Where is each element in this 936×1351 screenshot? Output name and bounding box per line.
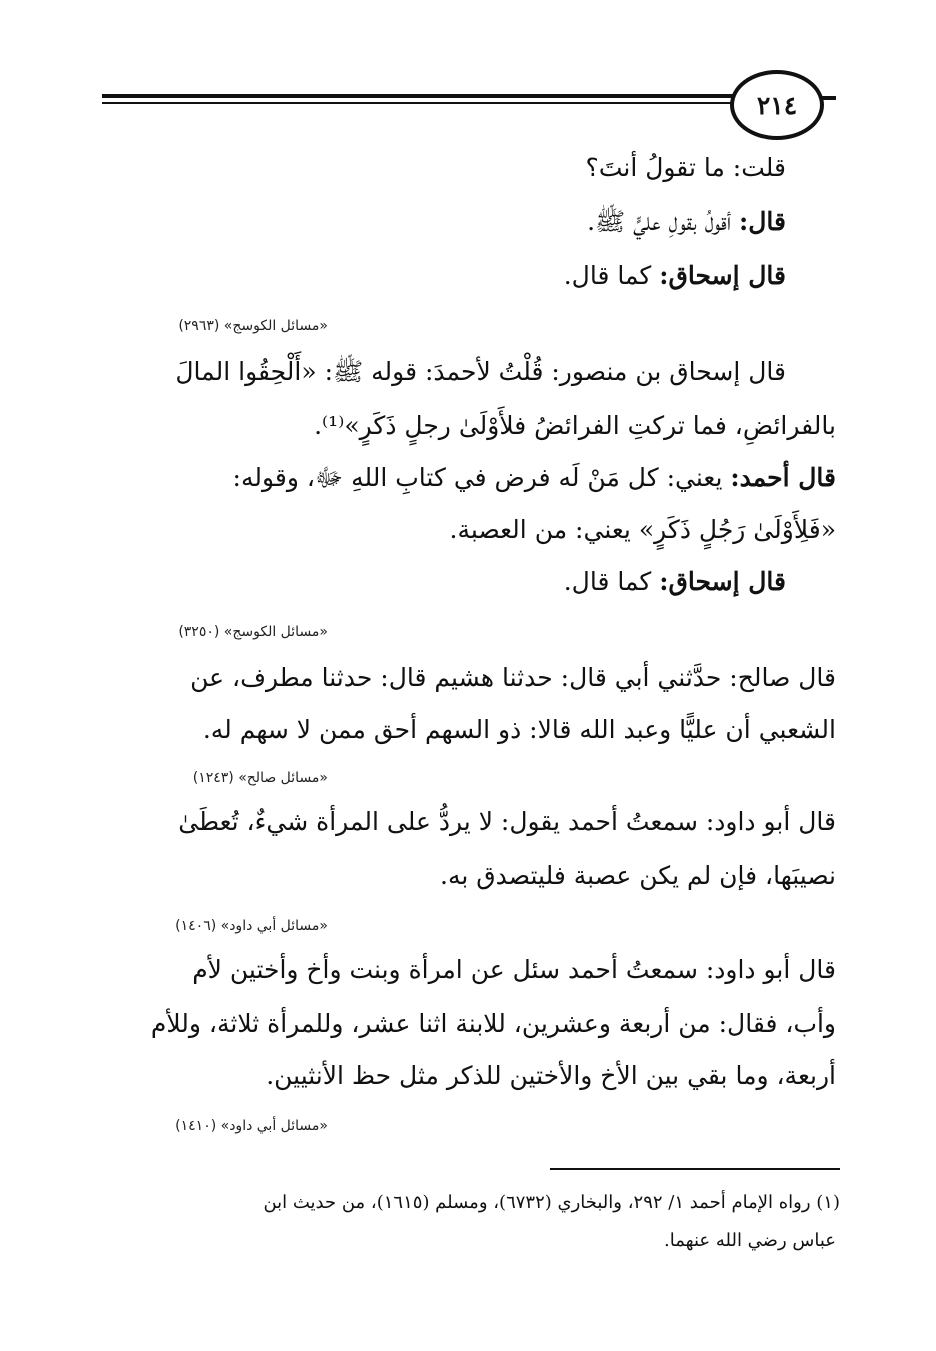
text-line: قال إسحاق بن منصور: قُلْتُ لأحمدَ: قوله ﷺ: «أَلْحِقُوا المالَ (175, 357, 786, 386)
text-line: قال أبو داود: سمعتُ أحمد سئل عن امرأة وبنت وأخ وأختين لأم (192, 955, 836, 984)
footnote-separator (550, 1168, 840, 1170)
text-line: قال إسحاق: كما قال. (563, 567, 786, 596)
source-reference: «مسائل أبي داود» (١٤١٠) (175, 1118, 328, 1134)
text-line: قال أبو داود: سمعتُ أحمد يقول: لا يردُّ على المرأة شيءٌ، تُعطَىٰ (178, 807, 836, 836)
text-line: نصيبَها، فإن لم يكن عصبة فليتصدق به. (440, 861, 836, 890)
text-line: بالفرائضِ، فما تركتِ الفرائضُ فلأَوْلَىٰ رجلٍ ذَكَرٍ»⁽¹⁾. (314, 411, 836, 440)
header-rule-thin (102, 102, 742, 104)
source-reference: «مسائل الكوسج» (٣٢٥٠) (178, 624, 328, 640)
text-line: الشعبي أن عليًّا وعبد الله قالا: ذو السهم أحق ممن لا سهم له. (202, 715, 836, 744)
text-line: «فَلِأَوْلَىٰ رَجُلٍ ذَكَرٍ» يعني: من العصبة. (449, 515, 836, 544)
text-line: قال أحمد: يعني: كل مَنْ لَه فرض في كتابِ اللهِ ﷻ، وقوله: (232, 463, 836, 492)
source-reference: «مسائل صالح» (١٢٤٣) (192, 770, 328, 786)
text-line: أربعة، وما بقي بين الأخ والأختين للذكر مثل حظ الأنثيين. (266, 1061, 836, 1090)
text-line: وأب، فقال: من أربعة وعشرين، للابنة اثنا عشر، وللمرأة ثلاثة، وللأم (150, 1009, 836, 1038)
text-line: قال: أقولُ بقولِ عليٍّ ﷺ. (587, 207, 786, 236)
text-line: قال إسحاق: كما قال. (563, 261, 786, 290)
header-rule (102, 94, 742, 98)
footnote-marker: (١) (816, 1192, 840, 1213)
footnote-line: (١) رواه الإمام أحمد ١/ ٢٩٢، والبخاري (٦٧٣٢)، ومسلم (١٦١٥)، من حديث ابن (263, 1192, 840, 1213)
source-reference: «مسائل الكوسج» (٢٩٦٣) (178, 318, 328, 334)
page-number: ٢١٤ (730, 70, 824, 140)
text-line: قال صالح: حدَّثني أبي قال: حدثنا هشيم قال: حدثنا مطرف، عن (190, 663, 836, 692)
footnote-line: عباس رضي الله عنهما. (664, 1230, 836, 1251)
source-reference: «مسائل أبي داود» (١٤٠٦) (175, 918, 328, 934)
text-line: قلت: ما تقولُ أنتَ؟ (585, 153, 786, 182)
